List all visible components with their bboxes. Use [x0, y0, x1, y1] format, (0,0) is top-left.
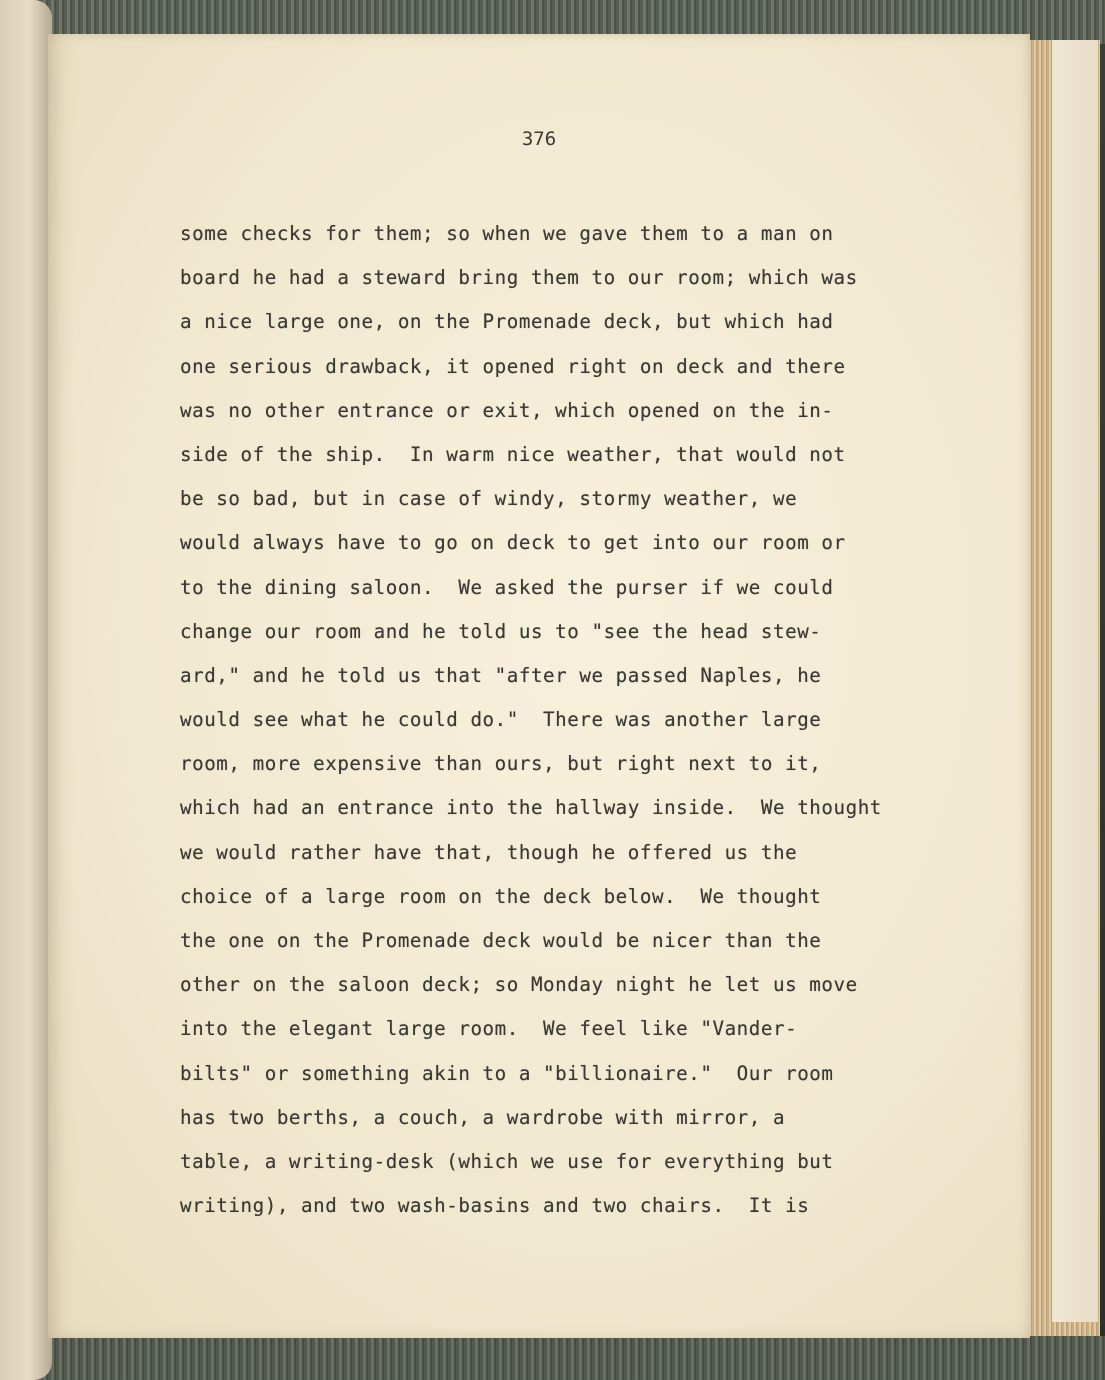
text-line: would see what he could do." There was another large: [180, 708, 822, 732]
text-line: choice of a large room on the deck below. We thought: [180, 884, 822, 908]
typed-text-block: [180, 212, 882, 1228]
text-line: the one on the Promenade deck would be nicer than the: [180, 929, 822, 952]
text-line: would always have to go on deck to get into our room or: [180, 531, 846, 555]
text-line: which had an entrance into the hallway inside. We thought: [180, 796, 882, 820]
page-number: 376: [521, 128, 557, 150]
next-page-edge: [1052, 40, 1098, 1322]
text-line: table, a writing-desk (which we use for everything but: [180, 1149, 834, 1173]
text-line: into the elegant large room. We feel like "Vander-: [180, 1017, 798, 1041]
text-line: room, more expensive than ours, but right next to it,: [180, 752, 822, 776]
text-line: be so bad, but in case of windy, stormy weather, we: [180, 487, 798, 511]
text-line: other on the saloon deck; so Monday night he let us move: [180, 973, 858, 997]
cloth-binding-bottom: [0, 1336, 1105, 1380]
text-line: one serious drawback, it opened right on deck and there: [180, 354, 846, 378]
text-line: ard," and he told us that "after we passed Naples, he: [180, 663, 822, 687]
text-line: board he had a steward bring them to our room; which was: [180, 266, 858, 290]
text-line: writing), and two wash-basins and two chairs. It is: [180, 1194, 810, 1218]
text-line: to the dining saloon. We asked the purser if we could: [180, 575, 834, 599]
text-line: we would rather have that, though he offered us the: [180, 840, 798, 864]
book-page: [48, 34, 1030, 1338]
text-line: a nice large one, on the Promenade deck, but which had: [180, 310, 834, 334]
text-line: bilts" or something akin to a "billionaire." Our room: [180, 1061, 834, 1085]
text-line: was no other entrance or exit, which opened on the in-: [180, 398, 834, 422]
text-line: some checks for them; so when we gave them to a man on: [180, 222, 834, 245]
facing-page-edge: [0, 0, 52, 1380]
text-line: change our room and he told us to "see the head stew-: [180, 619, 822, 643]
text-line: has two berths, a couch, a wardrobe with mirror, a: [180, 1105, 786, 1129]
text-line: side of the ship. In warm nice weather, that would not: [180, 442, 846, 466]
